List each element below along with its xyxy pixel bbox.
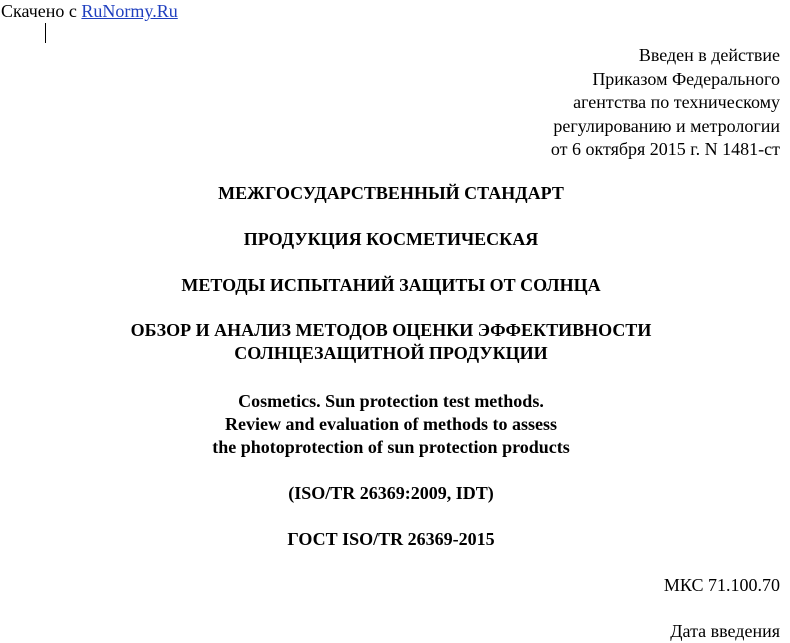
approval-line: Введен в действие: [638, 45, 780, 65]
source-line: [1, 0, 178, 22]
approval-line: от 6 октября 2015 г. N 1481-ст: [550, 139, 780, 159]
english-title-line: Cosmetics. Sun protection test methods.: [238, 391, 544, 411]
standard-type-heading: МЕЖГОСУДАРСТВЕННЫЙ СТАНДАРТ: [218, 183, 564, 203]
gost-identifier: ГОСТ ISO/TR 26369-2015: [287, 529, 495, 549]
approval-line: регулированию и метрологии: [553, 115, 780, 136]
review-heading-line: СОЛНЦЕЗАЩИТНОЙ ПРОДУКЦИИ: [234, 343, 548, 363]
text-cursor: [45, 23, 46, 43]
intro-date-label: Дата введения: [670, 621, 780, 641]
review-heading: [0, 319, 782, 365]
english-title-line: Review and evaluation of methods to assess: [224, 414, 557, 434]
methods-heading: МЕТОДЫ ИСПЫТАНИЙ ЗАЩИТЫ ОТ СОЛНЦА: [181, 275, 601, 295]
approval-line: агентства по техническому: [573, 92, 780, 112]
approval-block: [551, 44, 780, 162]
source-prefix: Скачено с: [1, 1, 82, 21]
mks-code: МКС 71.100.70: [663, 575, 780, 595]
approval-line: Приказом Федерального: [592, 68, 780, 89]
runormy-link[interactable]: RuNormy.Ru: [81, 1, 178, 21]
english-title: [0, 390, 782, 459]
product-heading: ПРОДУКЦИЯ КОСМЕТИЧЕСКАЯ: [243, 229, 539, 249]
english-title-line: the photoprotection of sun protection products: [212, 437, 570, 457]
iso-reference: (ISO/TR 26369:2009, IDT): [288, 483, 494, 503]
review-heading-line: ОБЗОР И АНАЛИЗ МЕТОДОВ ОЦЕНКИ ЭФФЕКТИВНОСТИ: [130, 320, 652, 340]
